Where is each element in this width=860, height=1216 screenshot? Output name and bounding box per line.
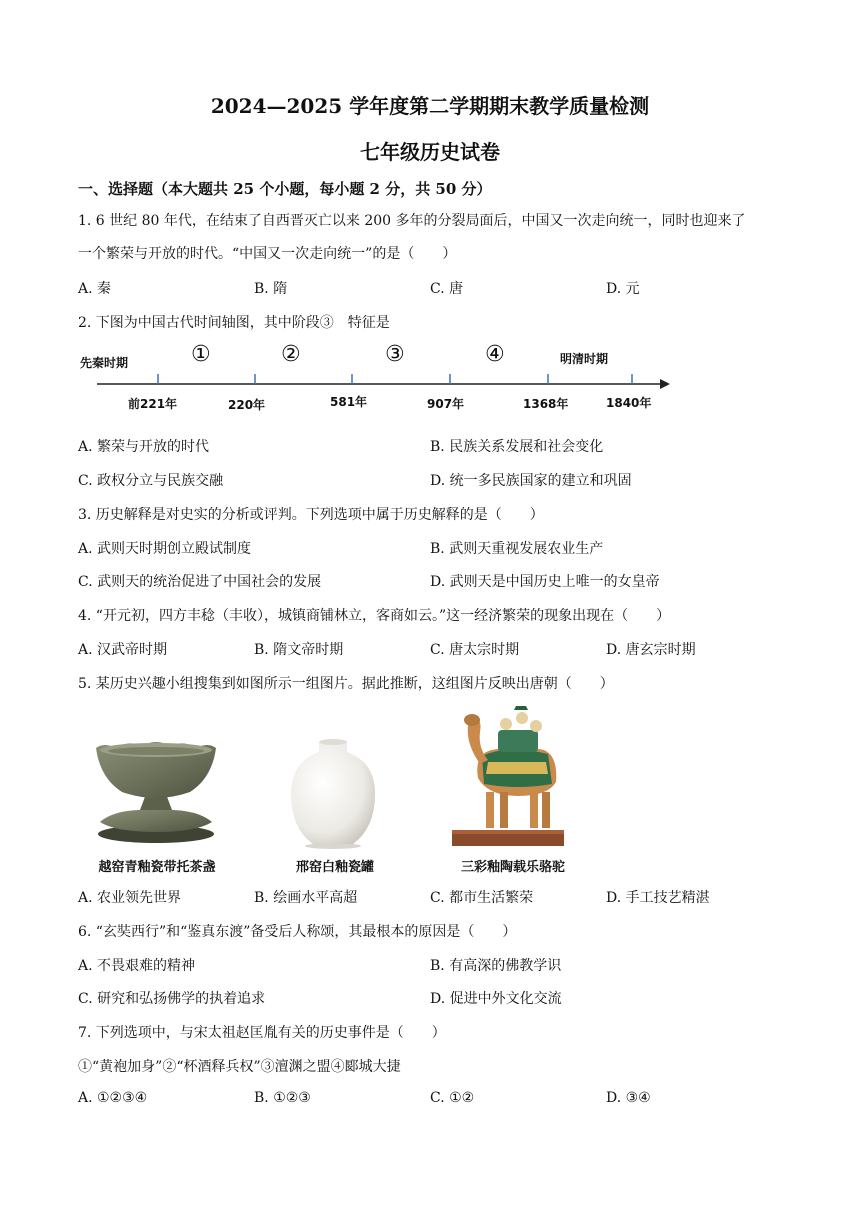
sancai-camel-image: [448, 704, 568, 850]
q1-option-b: B. 隋: [254, 281, 288, 297]
timeline-tick-3: 581年: [330, 395, 368, 409]
timeline-axis: [90, 370, 680, 392]
q4-option-a: A. 汉武帝时期: [78, 642, 168, 658]
q1-option-a: A. 秦: [78, 281, 112, 297]
q5-option-b: B. 绘画水平高超: [254, 890, 358, 906]
q4-option-c: C. 唐太宗时期: [430, 642, 520, 658]
section-heading: 一、选择题（本大题共 25 个小题，每小题 2 分，共 50 分）: [78, 180, 492, 198]
q1-option-c: C. 唐: [430, 281, 464, 297]
exam-title: 2024—2025 学年度第二学期期末教学质量检测: [210, 94, 650, 118]
exam-subtitle: 七年级历史试卷: [360, 140, 500, 164]
q7-option-c: C. ①②: [430, 1090, 475, 1106]
q2-option-d: D. 统一多民族国家的建立和巩固: [430, 473, 632, 489]
timeline-label-stage-3: ③: [385, 342, 405, 367]
caption-celadon-bowl: 越窑青釉瓷带托茶盏: [98, 860, 216, 875]
q2-option-c: C. 政权分立与民族交融: [78, 473, 224, 489]
question-3-line-1: 3. 历史解释是对史实的分析或评判。下列选项中属于历史解释的是（ ）: [78, 507, 544, 523]
timeline-tick-6: 1840年: [606, 396, 652, 410]
q2-option-b: B. 民族关系发展和社会变化: [430, 439, 604, 455]
q6-option-c: C. 研究和弘扬佛学的执着追求: [78, 991, 266, 1007]
q3-option-c: C. 武则天的统治促进了中国社会的发展: [78, 574, 322, 590]
q7-option-d: D. ③④: [606, 1090, 651, 1106]
q3-option-b: B. 武则天重视发展农业生产: [430, 541, 604, 557]
question-5-line-1: 5. 某历史兴趣小组搜集到如图所示一组图片。据此推断，这组图片反映出唐朝（ ）: [78, 676, 614, 692]
q6-option-a: A. 不畏艰难的精神: [78, 958, 196, 974]
caption-sancai-camel: 三彩釉陶载乐骆驼: [460, 860, 565, 875]
timeline-label-stage-1: ①: [191, 342, 211, 367]
timeline-label-pre-qin: 先秦时期: [80, 356, 129, 370]
timeline-label-stage-4: ④: [485, 342, 505, 367]
q5-option-a: A. 农业领先世界: [78, 890, 182, 906]
question-1-line-2: 一个繁荣与开放的时代。“中国又一次走向统一”的是（ ）: [78, 246, 457, 262]
q5-option-c: C. 都市生活繁荣: [430, 890, 534, 906]
q4-option-d: D. 唐玄宗时期: [606, 642, 696, 658]
caption-white-jar: 邢窑白釉瓷罐: [295, 860, 374, 875]
q2-option-a: A. 繁荣与开放的时代: [78, 439, 210, 455]
question-6-line-1: 6. “玄奘西行”和“鉴真东渡”备受后人称颂，其最根本的原因是（ ）: [78, 924, 517, 940]
timeline-tick-1: 前221年: [128, 397, 178, 411]
celadon-tea-bowl-image: [86, 738, 226, 848]
question-2-line-1: 2. 下图为中国古代时间轴图，其中阶段③ 特征是: [78, 315, 390, 331]
question-4-line-1: 4. “开元初，四方丰稔（丰收），城镇商铺林立，客商如云。”这一经济繁荣的现象出现在（ ）: [78, 608, 671, 624]
question-7-line-2: ①“黄袍加身”②“杯酒释兵权”③澶渊之盟④郾城大捷: [78, 1059, 401, 1075]
q7-option-a: A. ①②③④: [78, 1090, 148, 1106]
q6-option-b: B. 有高深的佛教学识: [430, 958, 562, 974]
q1-option-d: D. 元: [606, 281, 640, 297]
timeline-tick-5: 1368年: [523, 397, 569, 411]
timeline-label-stage-2: ②: [281, 342, 301, 367]
question-7-line-1: 7. 下列选项中，与宋太祖赵匡胤有关的历史事件是（ ）: [78, 1025, 446, 1041]
q7-option-b: B. ①②③: [254, 1090, 311, 1106]
timeline-tick-4: 907年: [427, 397, 465, 411]
timeline-tick-2: 220年: [228, 398, 266, 412]
q5-option-d: D. 手工技艺精湛: [606, 890, 710, 906]
timeline-label-ming-qing: 明清时期: [560, 352, 609, 366]
white-porcelain-jar-image: [283, 736, 383, 850]
q3-option-a: A. 武则天时期创立殿试制度: [78, 541, 252, 557]
q6-option-d: D. 促进中外文化交流: [430, 991, 562, 1007]
question-1-line-1: 1. 6 世纪 80 年代，在结束了自西晋灭亡以来 200 多年的分裂局面后，中国又一次走向统一，同时也迎来了: [78, 213, 746, 229]
q4-option-b: B. 隋文帝时期: [254, 642, 344, 658]
q3-option-d: D. 武则天是中国历史上唯一的女皇帝: [430, 574, 660, 590]
